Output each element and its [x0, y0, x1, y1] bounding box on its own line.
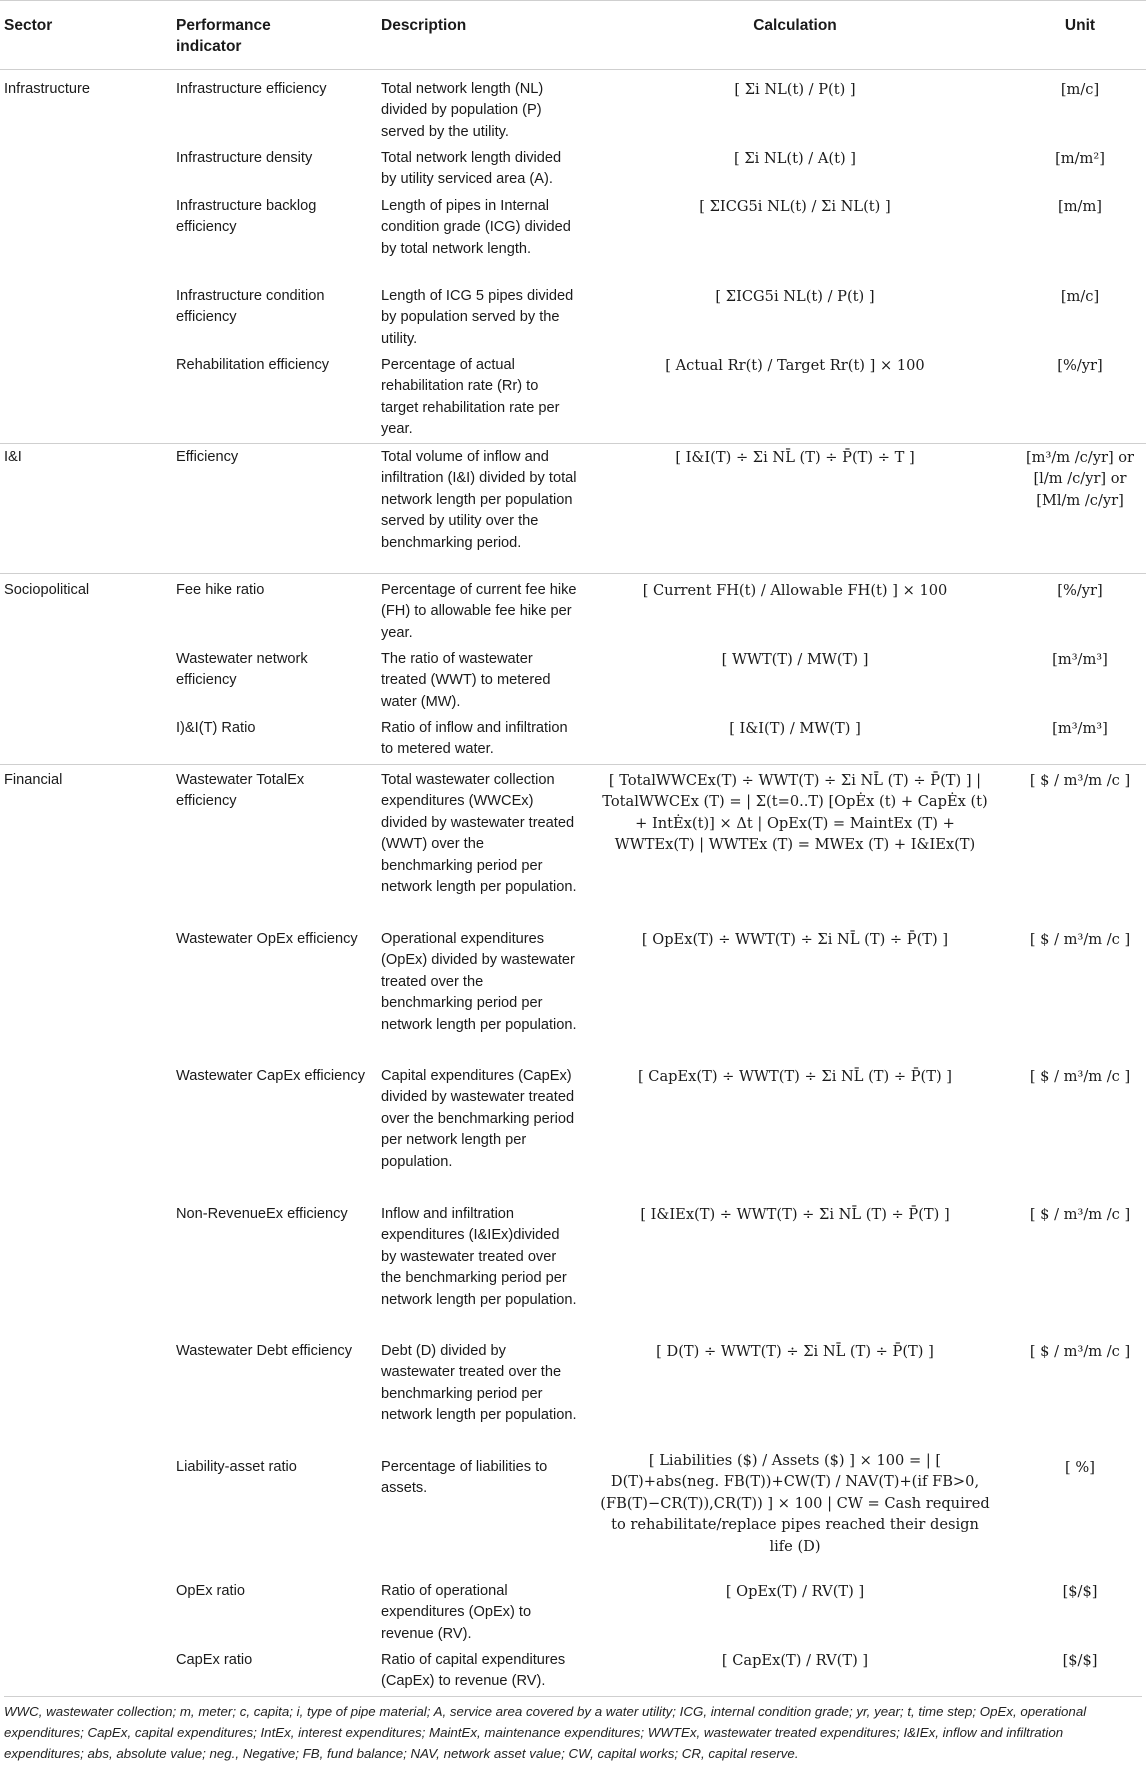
- row-16-description: Ratio of capital expenditures (CapEx) to revenue (RV).: [381, 1652, 566, 1690]
- row-0-calculation: [ Σi NL(t) / P(t) ]: [734, 81, 856, 98]
- header-indicator: Performance indicator: [176, 17, 271, 55]
- row-12-description: Inflow and infiltration expenditures (I&IEx)divided by wastewater treated over the benchmarking period per network length per population.: [381, 1206, 577, 1308]
- row-9-unit: [ $ / m³/m /c ]: [1029, 772, 1131, 789]
- row-12-unit: [ $ / m³/m /c ]: [1029, 1206, 1131, 1223]
- row-13-unit: [ $ / m³/m /c ]: [1029, 1343, 1131, 1360]
- section-divider: [0, 443, 1146, 444]
- row-5-calculation: [ I&I(T) ÷ Σi NL̄ (T) ÷ P̄(T) ÷ T ]: [675, 449, 915, 466]
- row-16-indicator: CapEx ratio: [176, 1652, 253, 1668]
- row-3-description: Length of ICG 5 pipes divided by population served by the utility.: [381, 288, 574, 347]
- row-14-calculation: [ Liabilities ($) / Assets ($) ] × 100 = | [ D(T)+abs(neg. FB(T))+CW(T) / NAV(T)+(if FB>0, (FB(T)−CR(T)),CR(T)) ] × 100 | CW = Cash required to rehabilitate/replace pipes reached their design life (D): [600, 1452, 990, 1555]
- row-2-unit: [m/m]: [1058, 198, 1102, 215]
- row-1-description: Total network length divided by utility serviced area (A).: [381, 150, 562, 188]
- table-footnote: WWC, wastewater collection; m, meter; c, capita; i, type of pipe material; A, service area covered by a water utility; ICG, internal condition grade; yr, year; t, time step; OpEx, operational expenditures; CapEx, capital expenditures; IntEx, interest expenditures; MaintEx, maintenance expenditures; WWTEx, wastewater treated expenditures; I&IEx, inflow and infiltration expenditures; abs, absolute value; neg., Negative; FB, fund balance; NAV, network asset value; CW, capital works; CR, capital reserve.: [4, 1696, 1142, 1764]
- row-13-indicator: Wastewater Debt efficiency: [176, 1343, 353, 1359]
- row-0-description: Total network length (NL) divided by population (P) served by the utility.: [381, 81, 544, 140]
- row-9-indicator: Wastewater TotalEx efficiency: [176, 772, 305, 810]
- row-14-description: Percentage of liabilities to assets.: [381, 1459, 548, 1497]
- row-5-description: Total volume of inflow and infiltration (I&I) divided by total network length per population served by utility over the benchmarking period.: [381, 449, 577, 551]
- header-unit: Unit: [1064, 17, 1096, 34]
- row-6-calculation: [ Current FH(t) / Allowable FH(t) ] × 100: [642, 582, 948, 599]
- row-2-description: Length of pipes in Internal condition grade (ICG) divided by total network length.: [381, 198, 571, 257]
- header-description: Description: [381, 17, 467, 34]
- row-10-unit: [ $ / m³/m /c ]: [1029, 931, 1131, 948]
- row-4-calculation: [ Actual Rr(t) / Target Rr(t) ] × 100: [665, 357, 925, 374]
- row-0-unit: [m/c]: [1060, 81, 1100, 98]
- row-8-calculation: [ I&I(T) / MW(T) ]: [729, 720, 861, 737]
- row-3-unit: [m/c]: [1060, 288, 1100, 305]
- row-14-unit: [ %]: [1065, 1459, 1095, 1476]
- row-4-description: Percentage of actual rehabilitation rate (Rr) to target rehabilitation rate per year.: [381, 357, 560, 438]
- row-16-calculation: [ CapEx(T) / RV(T) ]: [721, 1652, 869, 1669]
- row-5-unit: [m³/m /c/yr] or [l/m /c/yr] or [Ml/m /c/yr]: [1025, 449, 1135, 509]
- row-10-calculation: [ OpEx(T) ÷ WWT(T) ÷ Σi NL̄ (T) ÷ P̄(T) ]: [641, 931, 949, 948]
- header-sector: Sector: [4, 17, 53, 34]
- header-calculation: Calculation: [753, 17, 837, 34]
- row-2-indicator: Infrastructure backlog efficiency: [176, 198, 317, 236]
- row-8-description: Ratio of inflow and infiltration to metered water.: [381, 720, 568, 758]
- row-16-unit: [$/$]: [1062, 1652, 1098, 1669]
- row-7-unit: [m³/m³]: [1052, 651, 1108, 668]
- row-0-sector: Infrastructure: [4, 81, 90, 97]
- row-13-description: Debt (D) divided by wastewater treated over the benchmarking period per network length per population.: [381, 1343, 577, 1424]
- row-15-unit: [$/$]: [1062, 1583, 1098, 1600]
- row-7-calculation: [ WWT(T) / MW(T) ]: [721, 651, 869, 668]
- row-11-description: Capital expenditures (CapEx) divided by wastewater treated over the benchmarking period per network length per population.: [381, 1068, 575, 1170]
- row-9-sector: Financial: [4, 772, 63, 788]
- row-9-description: Total wastewater collection expenditures (WWCEx) divided by wastewater treated (WWT) over the benchmarking period per network length per population.: [381, 772, 577, 896]
- row-12-indicator: Non-RevenueEx efficiency: [176, 1206, 348, 1222]
- row-6-indicator: Fee hike ratio: [176, 582, 265, 598]
- row-9-calculation: [ TotalWWCEx(T) ÷ WWT(T) ÷ Σi NL̄ (T) ÷ P̄(T) ] | TotalWWCEx (T) = | Σ(t=0..T) [OpĖx (t) + CapĖx (t) + IntĖx(t)] × Δt | OpEx(T) = MaintEx (T) + WWTEx(T) | WWTEx (T) = MWEx (T) + I&IEx(T): [602, 772, 988, 854]
- row-4-unit: [%/yr]: [1057, 357, 1103, 374]
- row-8-indicator: I)&I(T) Ratio: [176, 720, 256, 736]
- row-15-description: Ratio of operational expenditures (OpEx) to revenue (RV).: [381, 1583, 532, 1642]
- row-15-indicator: OpEx ratio: [176, 1583, 245, 1599]
- row-3-indicator: Infrastructure condition efficiency: [176, 288, 325, 326]
- row-5-sector: I&I: [4, 449, 22, 465]
- row-4-indicator: Rehabilitation efficiency: [176, 357, 330, 373]
- row-7-description: The ratio of wastewater treated (WWT) to metered water (MW).: [381, 651, 551, 710]
- row-12-calculation: [ I&IEx(T) ÷ WWT(T) ÷ Σi NL̄ (T) ÷ P̄(T) ]: [640, 1206, 950, 1223]
- row-10-description: Operational expenditures (OpEx) divided by wastewater treated over the benchmarking period per network length per population.: [381, 931, 577, 1033]
- row-8-unit: [m³/m³]: [1052, 720, 1108, 737]
- row-1-calculation: [ Σi NL(t) / A(t) ]: [734, 150, 856, 167]
- row-13-calculation: [ D(T) ÷ WWT(T) ÷ Σi NL̄ (T) ÷ P̄(T) ]: [656, 1343, 934, 1360]
- row-1-indicator: Infrastructure density: [176, 150, 313, 166]
- row-2-calculation: [ ΣICG5i NL(t) / Σi NL(t) ]: [699, 198, 891, 215]
- table-header: [0, 0, 1146, 70]
- row-5-indicator: Efficiency: [176, 449, 239, 465]
- row-0-indicator: Infrastructure efficiency: [176, 81, 327, 97]
- row-11-unit: [ $ / m³/m /c ]: [1029, 1068, 1131, 1085]
- row-11-calculation: [ CapEx(T) ÷ WWT(T) ÷ Σi NL̄ (T) ÷ P̄(T) ]: [637, 1068, 953, 1085]
- row-3-calculation: [ ΣICG5i NL(t) / P(t) ]: [715, 288, 875, 305]
- row-7-indicator: Wastewater network efficiency: [176, 651, 308, 689]
- row-6-description: Percentage of current fee hike (FH) to allowable fee hike per year.: [381, 582, 577, 641]
- row-6-unit: [%/yr]: [1057, 582, 1103, 599]
- section-divider: [0, 573, 1146, 574]
- row-14-indicator: Liability-asset ratio: [176, 1459, 297, 1475]
- row-10-indicator: Wastewater OpEx efficiency: [176, 931, 358, 947]
- section-divider: [0, 764, 1146, 765]
- row-1-unit: [m/m²]: [1055, 150, 1105, 167]
- row-15-calculation: [ OpEx(T) / RV(T) ]: [725, 1583, 865, 1600]
- row-11-indicator: Wastewater CapEx efficiency: [176, 1068, 365, 1084]
- row-6-sector: Sociopolitical: [4, 582, 90, 598]
